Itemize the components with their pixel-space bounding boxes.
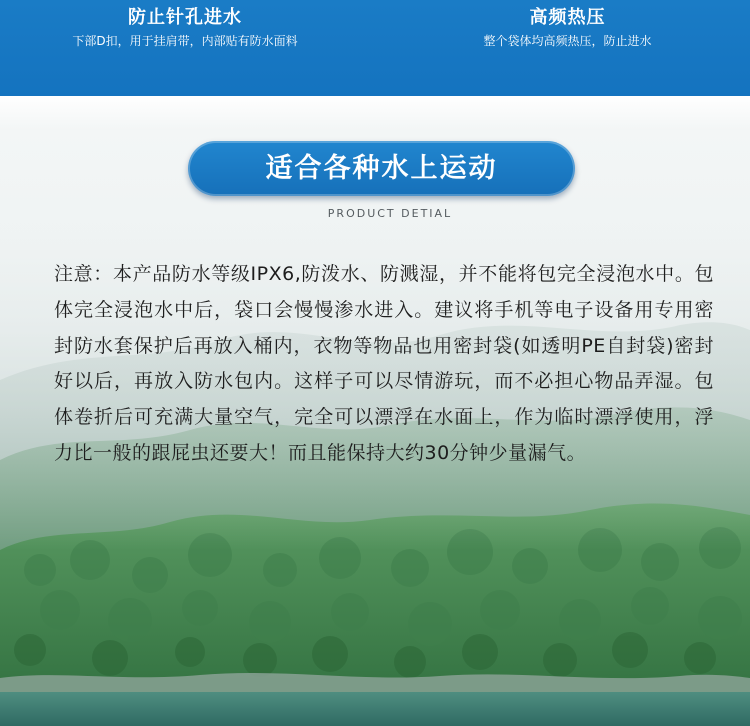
feature-description: 下部D扣，用于挂肩带，内部贴有防水面料 [72,34,298,48]
section-subtitle: PRODUCT DETIAL [327,207,453,220]
feature-title: 防止针孔进水 [128,7,242,28]
feature-heat-press [385,6,750,50]
feature-pinhole [0,6,370,50]
feature-title: 高频热压 [529,7,606,28]
waterproof-notice: 注意：本产品防水等级IPX6,防泼水、防溅湿，并不能将包完全浸泡水中。包体完全浸泡水中后，袋口会慢慢渗水进入。建议将手机等电子设备用专用密封防水套保护后再放入桶内，衣物等物品也用密封袋(如透明PE自封袋)密封好以后，再放入防水包内。这样子可以尽情游玩，而不必担心物品弄湿。包体卷折后可充满大量空气，完全可以漂浮在水面上，作为临时漂浮使用，浮力比一般的跟屁虫还要大！而且能保持大约30分钟少量漏气。 [54,263,714,464]
feature-banner [0,0,750,96]
section-divider [0,96,750,130]
section-heading-pill: 适合各种水上运动 [188,141,575,196]
feature-description: 整个袋体均高频热压，防止进水 [483,34,652,48]
